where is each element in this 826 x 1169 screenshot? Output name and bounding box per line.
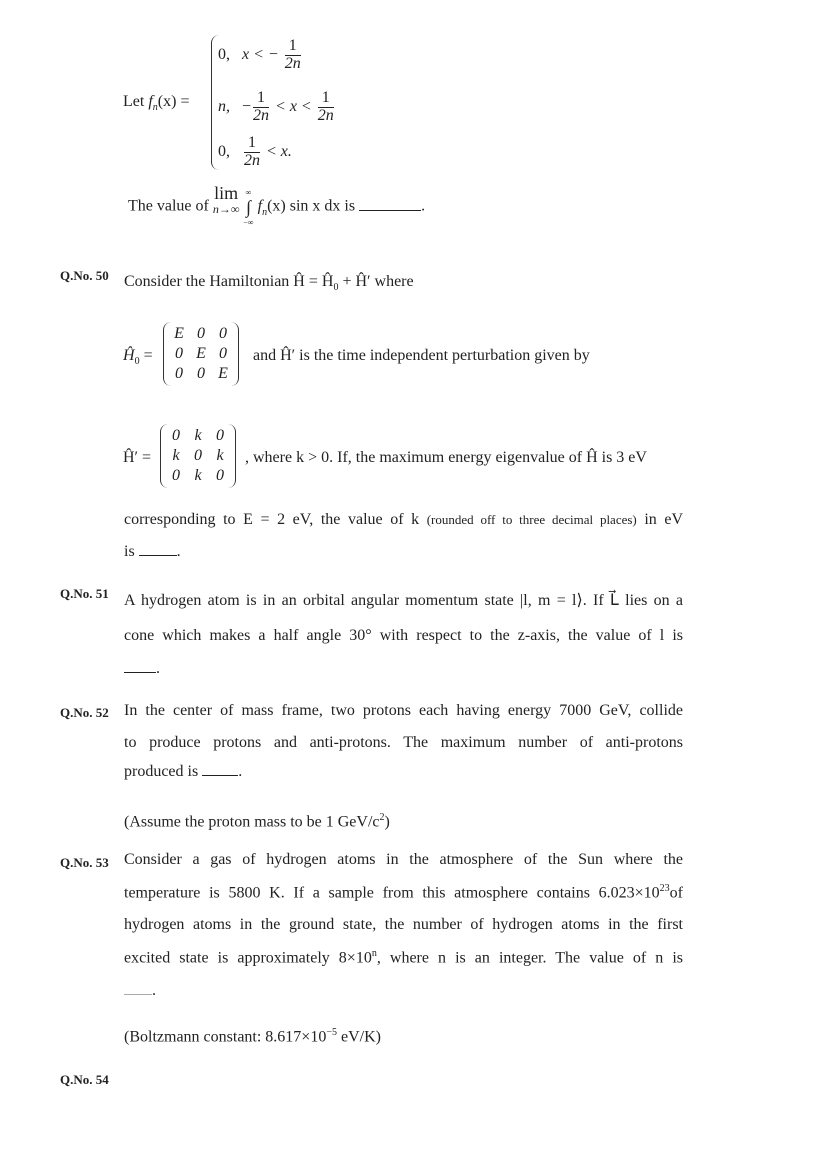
q52-line-3 (124, 763, 242, 781)
question-number: Q.No. 50 (60, 268, 109, 283)
text: , where n is an integer. The value of n is (376, 949, 684, 967)
case-1 (218, 38, 303, 73)
q53-line-3: hydrogen atoms in the ground state, the number of hydrogen atoms in the first (124, 916, 683, 933)
numerator: 1 (318, 90, 334, 108)
period: . (152, 982, 156, 999)
text: in eV (644, 511, 684, 528)
answer-blank (124, 994, 152, 995)
q51-line-2: cone which makes a half angle 30° with respect to the z-axis, the value of l is (124, 627, 683, 644)
question-number: Q.No. 52 (60, 705, 109, 720)
matrix-entry: 0 (216, 427, 224, 444)
h-prime-description: , where k > 0. If, the maximum energy eigenvalue of Ĥ is 3 eV (245, 449, 647, 466)
fraction (318, 90, 334, 125)
matrix-entry: 0 (172, 427, 180, 444)
fn-arg: (x) = (157, 93, 190, 110)
denominator: 2n (244, 151, 260, 169)
h-symbol: Ĥ (123, 347, 135, 364)
text: Consider the Hamiltonian Ĥ = Ĥ (124, 273, 334, 290)
fn-symbol: f (148, 93, 153, 110)
h0-label (123, 347, 153, 367)
lim-subscript: n→∞ (212, 202, 240, 216)
equals: = (143, 347, 153, 364)
matrix-entry: k (194, 467, 202, 484)
q53-line-4 (124, 948, 683, 967)
answer-blank (139, 555, 177, 556)
numerator: 1 (253, 90, 269, 108)
numerator: 1 (244, 135, 260, 153)
case-2-condition: < x < (275, 97, 312, 115)
fn-definition-label (123, 93, 189, 113)
matrix-entry: E (196, 345, 206, 362)
let-text: Let (123, 93, 145, 110)
text: + Ĥ′ where (342, 273, 414, 290)
text: temperature is 5800 K. If a sample from this atmosphere contains 6.023×10 (124, 884, 660, 902)
numerator: 1 (285, 38, 301, 56)
subscript: 0 (333, 282, 339, 294)
lower-limit: −∞ (243, 218, 254, 227)
superscript: 2 (379, 812, 385, 823)
integrand-subscript: n (262, 206, 268, 218)
case-3 (218, 135, 292, 170)
minus: − (242, 97, 252, 115)
period: . (238, 763, 243, 780)
matrix-entry: 0 (197, 365, 205, 382)
fraction (253, 90, 269, 125)
is-text: is (344, 197, 356, 215)
question-number: Q.No. 54 (60, 1072, 109, 1087)
superscript: −5 (326, 1027, 337, 1038)
matrix-entry: 0 (219, 325, 227, 342)
denominator: 2n (253, 106, 270, 124)
fraction (285, 38, 301, 73)
denominator: 2n (284, 54, 301, 72)
text: eV/K) (336, 1028, 381, 1046)
superscript: n (371, 948, 377, 959)
answer-blank (359, 210, 421, 211)
h0-description: and Ĥ′ is the time independent perturbation given by (253, 347, 590, 364)
question-number: Q.No. 51 (60, 586, 109, 601)
matrix-entry: 0 (175, 345, 183, 362)
case-3-value: 0, (218, 142, 230, 160)
q52-line-1: In the center of mass frame, two protons each having energy 7000 GeV, collide (124, 702, 683, 719)
superscript: 23 (659, 883, 670, 894)
case-3-condition: < x. (266, 142, 292, 160)
matrix-entry: 0 (219, 345, 227, 362)
matrix-entry: k (216, 447, 224, 464)
text: (Assume the proton mass to be 1 GeV/c (124, 813, 380, 831)
matrix-entry: k (194, 427, 202, 444)
q52-line-2: to produce protons and anti-protons. The maximum number of anti-protons (124, 734, 683, 751)
matrix-entry: E (174, 325, 184, 342)
q53-line-2 (124, 883, 683, 902)
upper-limit: ∞ (245, 188, 252, 197)
question-number: Q.No. 53 (60, 855, 109, 870)
fn-subscript: n (152, 102, 158, 114)
answer-blank (124, 672, 156, 673)
q50-line-3 (124, 511, 683, 529)
case-1-value: 0, (218, 45, 230, 63)
limit-question (128, 183, 426, 228)
q50-line-4 (124, 543, 181, 561)
lim-text: lim (214, 183, 239, 203)
q53-line-1: Consider a gas of hydrogen atoms in the atmosphere of the Sun where the (124, 851, 683, 868)
denominator: 2n (317, 106, 334, 124)
h-prime-matrix (160, 424, 236, 488)
text: (Boltzmann constant: 8.617×10 (124, 1028, 327, 1046)
case-2-value: n, (218, 97, 230, 115)
fraction (244, 135, 260, 170)
q52-note (124, 812, 390, 831)
period: . (176, 543, 181, 560)
integral-sign: ∫ (246, 197, 251, 217)
text: is (124, 543, 135, 560)
value-of-text: The value of (128, 197, 209, 215)
matrix-entry: E (218, 365, 228, 382)
matrix-entry: 0 (216, 467, 224, 484)
q51-line-1: A hydrogen atom is in an orbital angular momentum state |l, m = l⟩. If L⃗ lies on a (124, 592, 683, 609)
limit-operator (212, 183, 240, 216)
h0-matrix (163, 322, 239, 386)
integrand-rest: (x) sin x dx (267, 197, 341, 215)
text: of (669, 884, 683, 902)
case-1-condition: x < − (242, 45, 279, 63)
q53-line-5 (124, 982, 156, 1000)
text: produced is (124, 763, 199, 780)
answer-blank (202, 775, 238, 776)
matrix-entry: 0 (197, 325, 205, 342)
text: corresponding to E = 2 eV, the value of k (124, 511, 420, 528)
period: . (421, 197, 426, 215)
matrix-entry: 0 (175, 365, 183, 382)
h-prime-label: Ĥ′ = (123, 449, 152, 466)
text: ) (384, 813, 390, 831)
integral (243, 186, 253, 228)
q53-note (124, 1027, 381, 1046)
subscript: 0 (134, 356, 140, 368)
q50-line-1 (124, 273, 414, 293)
case-2 (218, 90, 336, 125)
q51-line-3 (124, 660, 160, 678)
text: excited state is approximately 8×10 (124, 949, 372, 967)
integrand: f (257, 197, 263, 215)
matrix-entry: k (172, 447, 180, 464)
period: . (156, 660, 160, 677)
matrix-entry: 0 (172, 467, 180, 484)
matrix-entry: 0 (194, 447, 202, 464)
rounding-note: (rounded off to three decimal places) (426, 512, 637, 527)
